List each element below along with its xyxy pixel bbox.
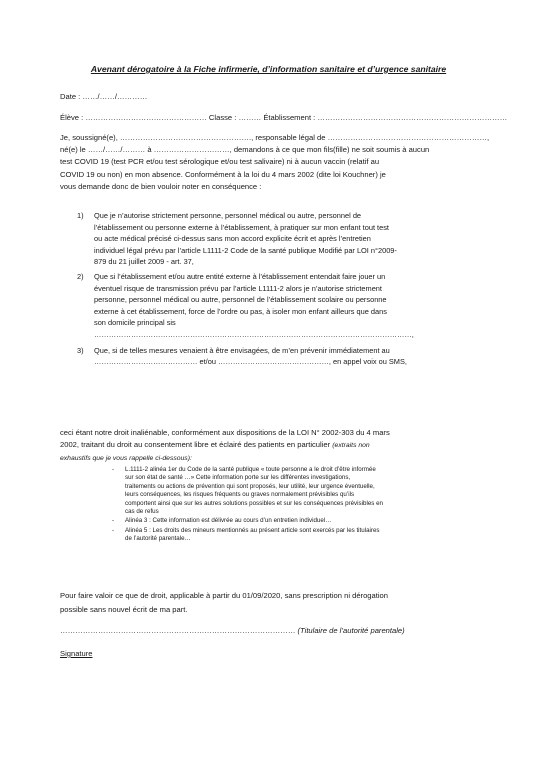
quote-line: Alinéa 3 : Cette information est délivrée au cours d’un entretien individuel… xyxy=(125,517,332,525)
closing-line: possible sans nouvel écrit de ma part. xyxy=(60,605,188,614)
closing-paragraph xyxy=(60,589,480,617)
list-line: 879 du 21 juillet 2009 - art. 37, xyxy=(94,257,194,267)
list-line: personne, personnel médical ou autre, personnel de l’établissement scolaire ou personne xyxy=(94,295,387,305)
intro-line: vous demande donc de bien vouloir noter en conséquence : xyxy=(60,181,262,191)
quote-line: Alinéa 5 : Les droits des mineurs mentionnés au présent article sont exercés par les titulaires xyxy=(125,526,380,534)
date-line: Date : ……/……/………… xyxy=(60,92,148,101)
quote-line: leurs conséquences, les risques fréquents ou graves normalement prévisibles qu’ils xyxy=(125,491,355,499)
legal-quotes xyxy=(112,466,470,545)
list-line: Que, si de telles mesures venaient à être envisagées, de m’en prévenir immédiatement au xyxy=(94,345,390,355)
quote-dash: - xyxy=(112,466,115,473)
quote-line: de l’autorité parentale… xyxy=(125,535,191,543)
list-item-2 xyxy=(77,271,487,341)
intro-line: né(e) le ……/……/……… à …………………………, demandons à ce que mon fils(fille) ne soit soumis à aucun xyxy=(60,145,430,155)
legal-line: ceci étant notre droit inaliénable, conformément aux dispositions de la LOI N° 2002-303 du 4 mars xyxy=(60,428,390,437)
list-line: son domicile principal sis xyxy=(94,318,176,328)
legal-italic-note: (extraits non xyxy=(332,442,370,450)
closing-line: Pour faire valoir ce que de droit, applicable à partir du 01/09/2020, sans prescription ni dérogation xyxy=(60,591,388,600)
list-line: externe à cet établissement, force de l’ordre ou pas, à isoler mon enfant ailleurs que dans xyxy=(94,306,387,316)
parent-name-dots: ………………………………………………………………………………… xyxy=(60,626,296,635)
quote-item xyxy=(112,466,470,516)
quote-item xyxy=(112,527,470,544)
list-number: 3) xyxy=(77,345,84,355)
parent-label: (Titulaire de l’autorité parentale) xyxy=(297,626,405,635)
list-line: l’établissement ou personne externe à l’établissement, à pratiquer sur mon enfant tout test xyxy=(94,222,389,232)
quote-line: L.1111-2 alinéa 1er du Code de la santé publique « toute personne a le droit d’être informée xyxy=(125,466,376,473)
list-line: éventuel risque de transmission prévu par l’article L1111-2 alors je n’autorise strictement xyxy=(94,283,382,293)
list-line: ou acte médical précisé ci-dessus sans mon accord explicite écrit et après l’entretien xyxy=(94,234,371,244)
list-number: 2) xyxy=(77,271,84,281)
legal-italic-note: exhaustifs que je vous rappelle ci-dessous): xyxy=(60,454,192,462)
list-line: Que je n’autorise strictement personne, personnel médical ou autre, personnel de xyxy=(94,211,362,220)
quote-dash: - xyxy=(112,517,115,525)
list-line: Que si l’établissement et/ou autre entité externe à l’établissement entendait faire jouer un xyxy=(94,271,386,281)
quote-item xyxy=(112,517,470,525)
address-dots: …………………………………………………………………………………………………………………, xyxy=(94,329,414,339)
quote-line: traitements ou actions de prévention qui sont proposés, leur utilité, leur urgence éventuelle, xyxy=(125,482,375,490)
legal-text: 2002, traitant du droit au consentement libre et éclairé des patients en particulier xyxy=(60,440,331,450)
list-item-1 xyxy=(77,210,487,268)
quote-line: comportent ainsi que sur les autres solutions possibles et sur les conséquences prévisibles en xyxy=(125,499,383,507)
legal-line xyxy=(60,439,480,452)
list-number: 1) xyxy=(77,211,84,220)
student-line: Élève : ………………………………………… Classe : ……… Établissement : ………………………………………………………………… xyxy=(60,113,508,122)
list-item-3 xyxy=(77,345,487,368)
legal-paragraph xyxy=(60,427,480,465)
intro-line: COVID 19 ou non) en mon absence. Conformément à la loi du 4 mars 2002 (dite loi Kouchner) je xyxy=(60,169,386,179)
conditions-list xyxy=(77,210,487,371)
list-line: individuel légal prévu par l’article L1111-2 Code de la santé publique Modifié par LOI n°2009- xyxy=(94,245,397,255)
quote-dash: - xyxy=(112,526,115,534)
parent-signature-line xyxy=(60,625,405,636)
signature-label: Signature xyxy=(60,649,93,658)
list-line: …………………………………… et/ou ………………………………………, en appel voix ou SMS, xyxy=(94,357,407,367)
intro-line: test COVID 19 (test PCR et/ou test sérologique et/ou test salivaire) ni à aucun vaccin (relatif au xyxy=(60,157,380,167)
intro-paragraph xyxy=(60,132,490,193)
quote-line: sur son état de santé …» Cette information porte sur les différentes investigations, xyxy=(125,474,351,482)
intro-line: Je, soussigné(e), ……………………………………………., responsable légal de ………………………………………………………, xyxy=(60,133,490,142)
document-title: Avenant dérogatoire à la Fiche infirmerie, d’information sanitaire et d’urgence sanitaire xyxy=(90,64,447,74)
quote-line: cas de refus xyxy=(125,508,159,516)
